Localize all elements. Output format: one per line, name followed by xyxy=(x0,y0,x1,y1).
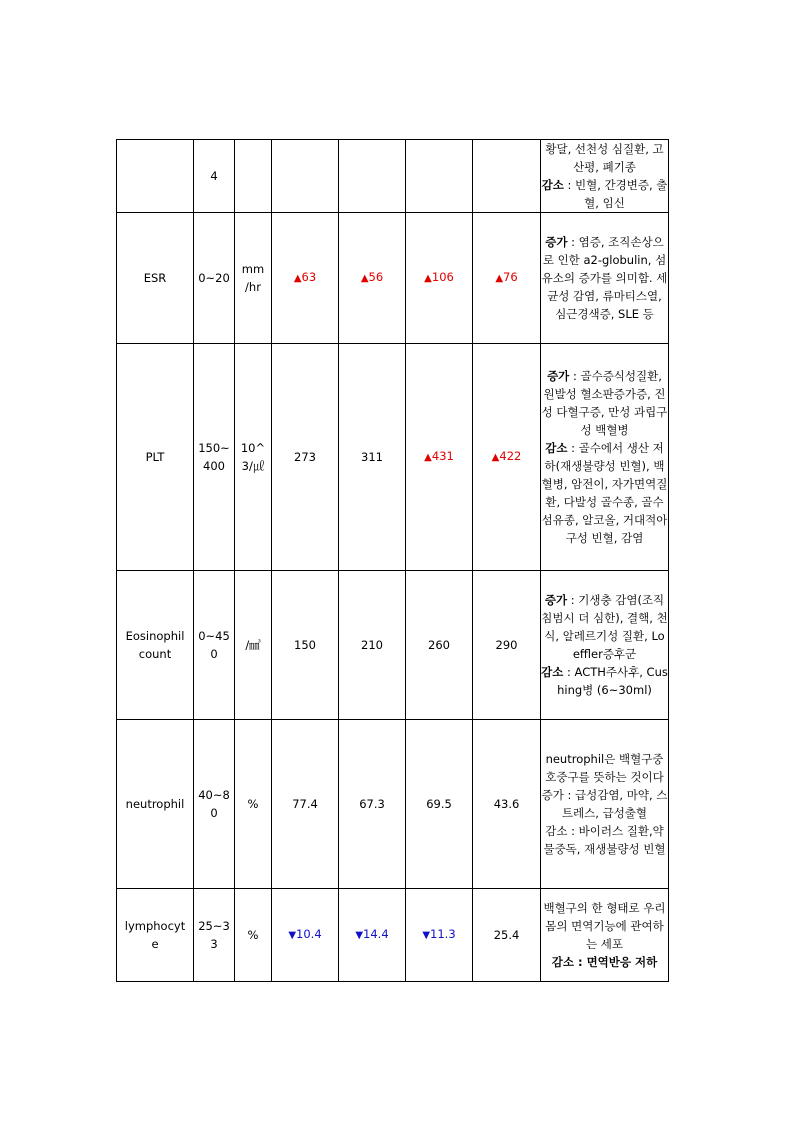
description-cell xyxy=(541,213,669,344)
decrease-label: 감소 xyxy=(545,441,568,455)
decrease-line xyxy=(541,663,668,699)
reference-range-cell: 0~20 xyxy=(194,213,235,344)
unit-cell: mm /hr xyxy=(235,213,272,344)
test-name-cell: ESR xyxy=(117,213,194,344)
table-row xyxy=(117,213,669,344)
value-text: 11.3 xyxy=(430,927,456,941)
value-cell: 69.5 xyxy=(406,720,473,889)
decrease-line xyxy=(541,953,668,971)
increase-label: 증가 xyxy=(544,593,568,607)
increase-label: 증가 xyxy=(545,235,568,249)
decrease-arrow-icon: ▼ xyxy=(355,930,364,941)
value-cell: 210 xyxy=(339,571,406,720)
description-text: 백혈구의 한 형태로 우리 몸의 면역기능에 관여하는 세포 xyxy=(543,901,666,951)
increase-arrow-icon: ▲ xyxy=(424,452,432,463)
value-text: 431 xyxy=(431,449,454,463)
value-text: 106 xyxy=(431,270,454,284)
unit-cell: /㎣ xyxy=(235,571,272,720)
value-text: 422 xyxy=(499,449,522,463)
description-cell xyxy=(541,571,669,720)
value-cell xyxy=(272,213,339,344)
reference-range-cell: 4 xyxy=(194,140,235,213)
decrease-label: 감소 xyxy=(541,665,564,679)
reference-range-cell: 25~3 3 xyxy=(194,889,235,982)
description-cell xyxy=(541,140,669,213)
test-name-cell: PLT xyxy=(117,344,194,571)
unit-cell: % xyxy=(235,889,272,982)
increase-line xyxy=(541,367,668,439)
decrease-line: 감소 : 바이러스 질환,약물중독, 재생불량성 빈혈 xyxy=(543,824,666,856)
value-cell: 290 xyxy=(473,571,541,720)
increase-text: : 염증, 조직손상으로 인한 a2-globulin, 섬유소의 증가를 의미함. 세균성 감염, 류마티스열, 심근경색증, SLE 등 xyxy=(541,235,668,321)
decrease-text: : 면역반응 저하 xyxy=(573,955,658,969)
value-text: 76 xyxy=(503,270,518,284)
description-text: 황달, 선천성 심질환, 고산평, 폐기종 xyxy=(545,142,664,174)
table-row xyxy=(117,571,669,720)
value-cell xyxy=(339,213,406,344)
value-cell: 67.3 xyxy=(339,720,406,889)
table-row xyxy=(117,720,669,889)
table-row xyxy=(117,344,669,571)
description-cell xyxy=(541,344,669,571)
lab-results-table xyxy=(116,139,669,982)
value-text: 63 xyxy=(301,270,317,284)
test-name-cell: lymphocyt e xyxy=(117,889,194,982)
unit-cell: % xyxy=(235,720,272,889)
reference-range-cell: 40~8 0 xyxy=(194,720,235,889)
description-cell xyxy=(541,889,669,982)
unit-cell xyxy=(235,140,272,213)
test-name-cell xyxy=(117,140,194,213)
value-cell: 43.6 xyxy=(473,720,541,889)
reference-range-cell: 0~45 0 xyxy=(194,571,235,720)
value-cell: 260 xyxy=(406,571,473,720)
increase-line xyxy=(541,591,668,663)
reference-range-cell: 150~ 400 xyxy=(194,344,235,571)
value-cell xyxy=(406,889,473,982)
value-cell: 311 xyxy=(339,344,406,571)
table-row xyxy=(117,889,669,982)
value-cell xyxy=(473,213,541,344)
increase-arrow-icon: ▲ xyxy=(495,273,504,284)
value-cell xyxy=(406,344,473,571)
decrease-text: : 골수에서 생산 저하(재생불량성 빈혈), 백혈병, 암전이, 자가면역질환, 다발성 골수종, 골수섬유종, 알코올, 거대적아구성 빈혈, 감염 xyxy=(541,441,668,545)
test-name-cell: Eosinophil count xyxy=(117,571,194,720)
increase-line: 증가 : 급성감염, 마약, 스트레스, 급성출혈 xyxy=(541,788,668,820)
decrease-label: 감소 xyxy=(541,178,564,192)
unit-cell: 10^ 3/㎕ xyxy=(235,344,272,571)
increase-arrow-icon: ▲ xyxy=(491,452,500,463)
increase-arrow-icon: ▲ xyxy=(293,273,302,284)
decrease-line xyxy=(541,439,668,547)
increase-line xyxy=(541,233,668,323)
value-cell: 77.4 xyxy=(272,720,339,889)
increase-label: 증가 xyxy=(547,369,570,383)
value-cell: 273 xyxy=(272,344,339,571)
value-cell xyxy=(339,889,406,982)
value-cell: 150 xyxy=(272,571,339,720)
value-cell xyxy=(272,140,339,213)
increase-arrow-icon: ▲ xyxy=(424,273,432,284)
value-cell xyxy=(272,889,339,982)
test-name-cell: neutrophil xyxy=(117,720,194,889)
decrease-arrow-icon: ▼ xyxy=(422,930,431,941)
decrease-text: : 빈혈, 간경변증, 출혈, 임신 xyxy=(563,178,668,210)
increase-arrow-icon: ▲ xyxy=(360,273,369,284)
value-text: 56 xyxy=(368,270,384,284)
value-cell xyxy=(339,140,406,213)
value-cell xyxy=(406,140,473,213)
increase-text: : 기생충 감염(조직침범시 더 심한), 결핵, 천식, 알레르기성 질환, Loeffler증후군 xyxy=(541,593,668,661)
decrease-text: : ACTH주사후, Cushing병 (6~30ml) xyxy=(557,665,668,697)
value-cell xyxy=(473,344,541,571)
value-cell xyxy=(406,213,473,344)
description-text: neutrophil은 백혈구중 호중구를 뜻하는 것이다 xyxy=(545,752,664,784)
value-text: 14.4 xyxy=(363,927,389,941)
decrease-label: 감소 xyxy=(551,955,574,969)
table-row xyxy=(117,140,669,213)
decrease-arrow-icon: ▼ xyxy=(288,930,297,941)
value-text: 10.4 xyxy=(296,927,322,941)
increase-text: : 골수증식성질환, 원발성 혈소판증가증, 진성 다혈구증, 만성 과립구성 백혈병 xyxy=(541,369,668,437)
decrease-line xyxy=(541,176,668,212)
description-cell xyxy=(541,720,669,889)
value-cell xyxy=(473,140,541,213)
value-cell: 25.4 xyxy=(473,889,541,982)
